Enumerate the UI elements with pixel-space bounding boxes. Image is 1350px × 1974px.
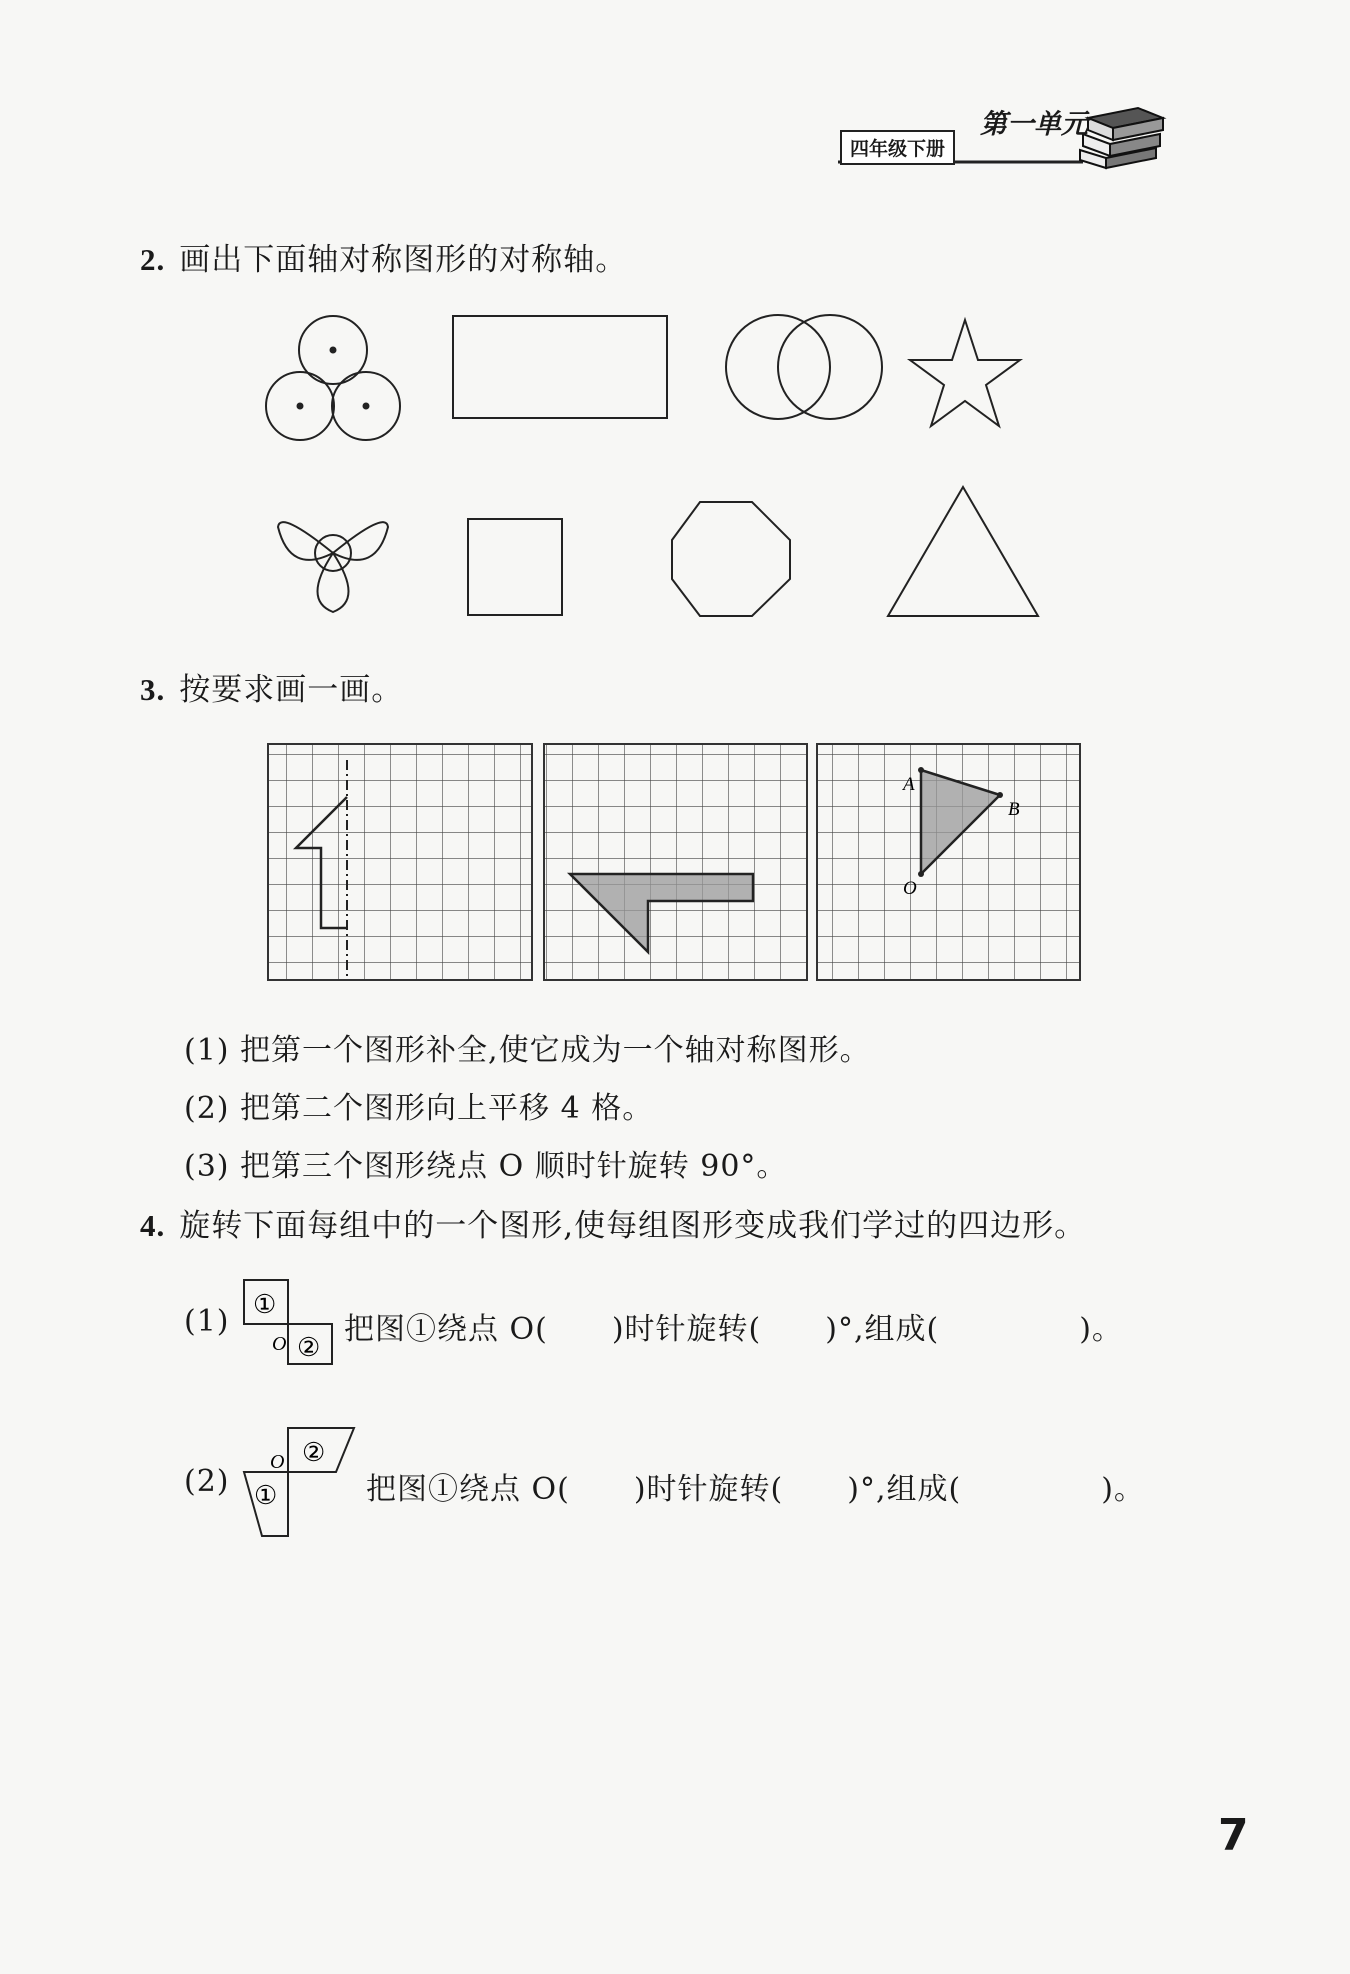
question-4-number: 4. [140,1208,166,1243]
q4-item-2-sentence: 把图①绕点 O( )时针旋转( )°,组成( )。 [366,1472,1145,1507]
question-2-text: 画出下面轴对称图形的对称轴。 [179,242,628,278]
question-4-text: 旋转下面每组中的一个图形,使每组图形变成我们学过的四边形。 [179,1208,1087,1244]
fig2-label-2: ② [302,1438,326,1467]
fig1-label-1: ① [253,1290,277,1319]
question-3-text: 按要求画一画。 [179,672,404,708]
fig1-label-o: O [272,1333,287,1355]
fig2-label-o: O [270,1451,285,1473]
q4-item-1-figure [240,1276,340,1368]
q4-item-2-figure [240,1424,364,1548]
q4-item-1-index: (1) [184,1304,230,1339]
grid-1 [268,744,532,980]
q3-item-3: (3) 把第三个图形绕点 O 顺时针旋转 90°。 [184,1149,788,1184]
q4-item-2-index: (2) [184,1464,230,1499]
unit-title: 第一单元 [980,109,1088,140]
fig2-label-1: ① [254,1481,278,1510]
point-o-label: O [903,878,917,899]
q3-item-1: (1) 把第一个图形补全,使它成为一个轴对称图形。 [184,1033,871,1068]
grade-label: 四年级下册 [840,130,955,165]
question-3-number: 3. [140,672,166,707]
q3-item-2: (2) 把第二个图形向上平移 4 格。 [184,1091,654,1126]
fig1-label-2: ② [297,1333,321,1362]
point-a-label: A [903,774,915,795]
page-number: 7 [1218,1810,1249,1861]
grid-3 [817,744,1080,980]
point-b-label: B [1008,799,1020,820]
question-4-title [140,1200,1086,1245]
grid-2 [544,744,807,980]
q4-item-1-sentence: 把图①绕点 O( )时针旋转( )°,组成( )。 [344,1312,1123,1347]
question-2-number: 2. [140,242,166,277]
